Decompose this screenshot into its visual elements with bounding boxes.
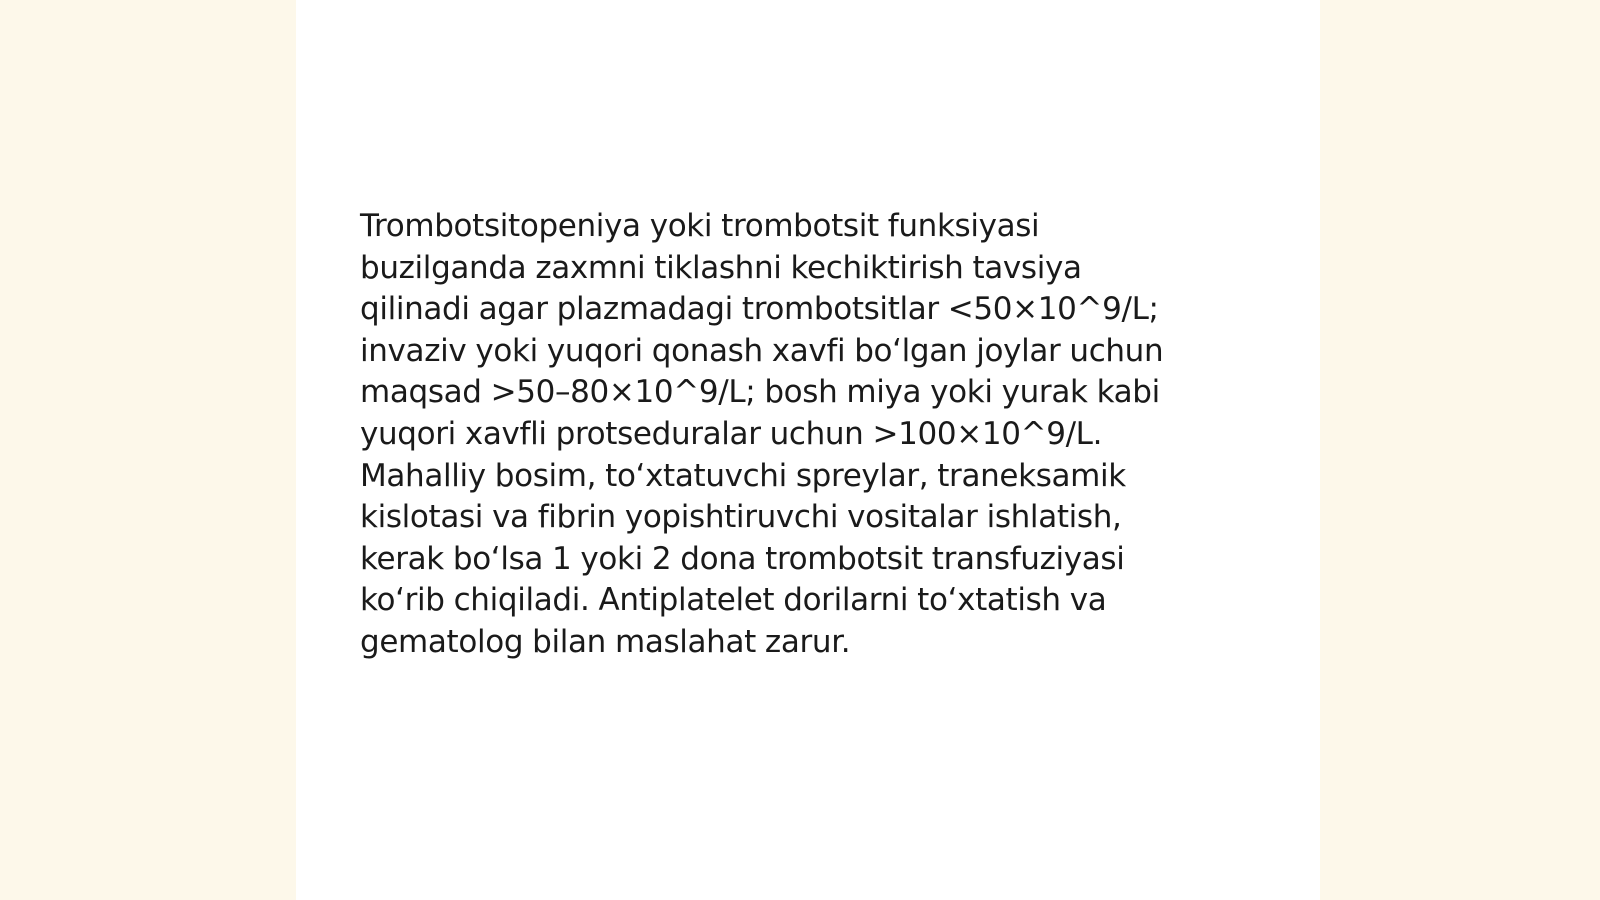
slide-canvas	[296, 0, 1320, 900]
slide-body-text: Trombotsitopeniya yoki trombotsit funksiyasi buzilganda zaxmni tiklashni kechiktirish tavsiya qilinadi agar plazmadagi trombotsitlar <50×10^9/L; invaziv yoki yuqori qonash xavfi boʻlgan joylar uchun maqsad >50–80×10^9/L; bosh miya yoki yurak kabi yuqori xavfli protseduralar uchun >100×10^9/L. Mahalliy bosim, toʻxtatuvchi spreylar, traneksamik kislotasi va fibrin yopishtiruvchi vositalar ishlatish, kerak boʻlsa 1 yoki 2 dona trombotsit transfuziyasi koʻrib chiqiladi. Antiplatelet dorilarni toʻxtatish va gematolog bilan maslahat zarur.	[360, 208, 1164, 660]
